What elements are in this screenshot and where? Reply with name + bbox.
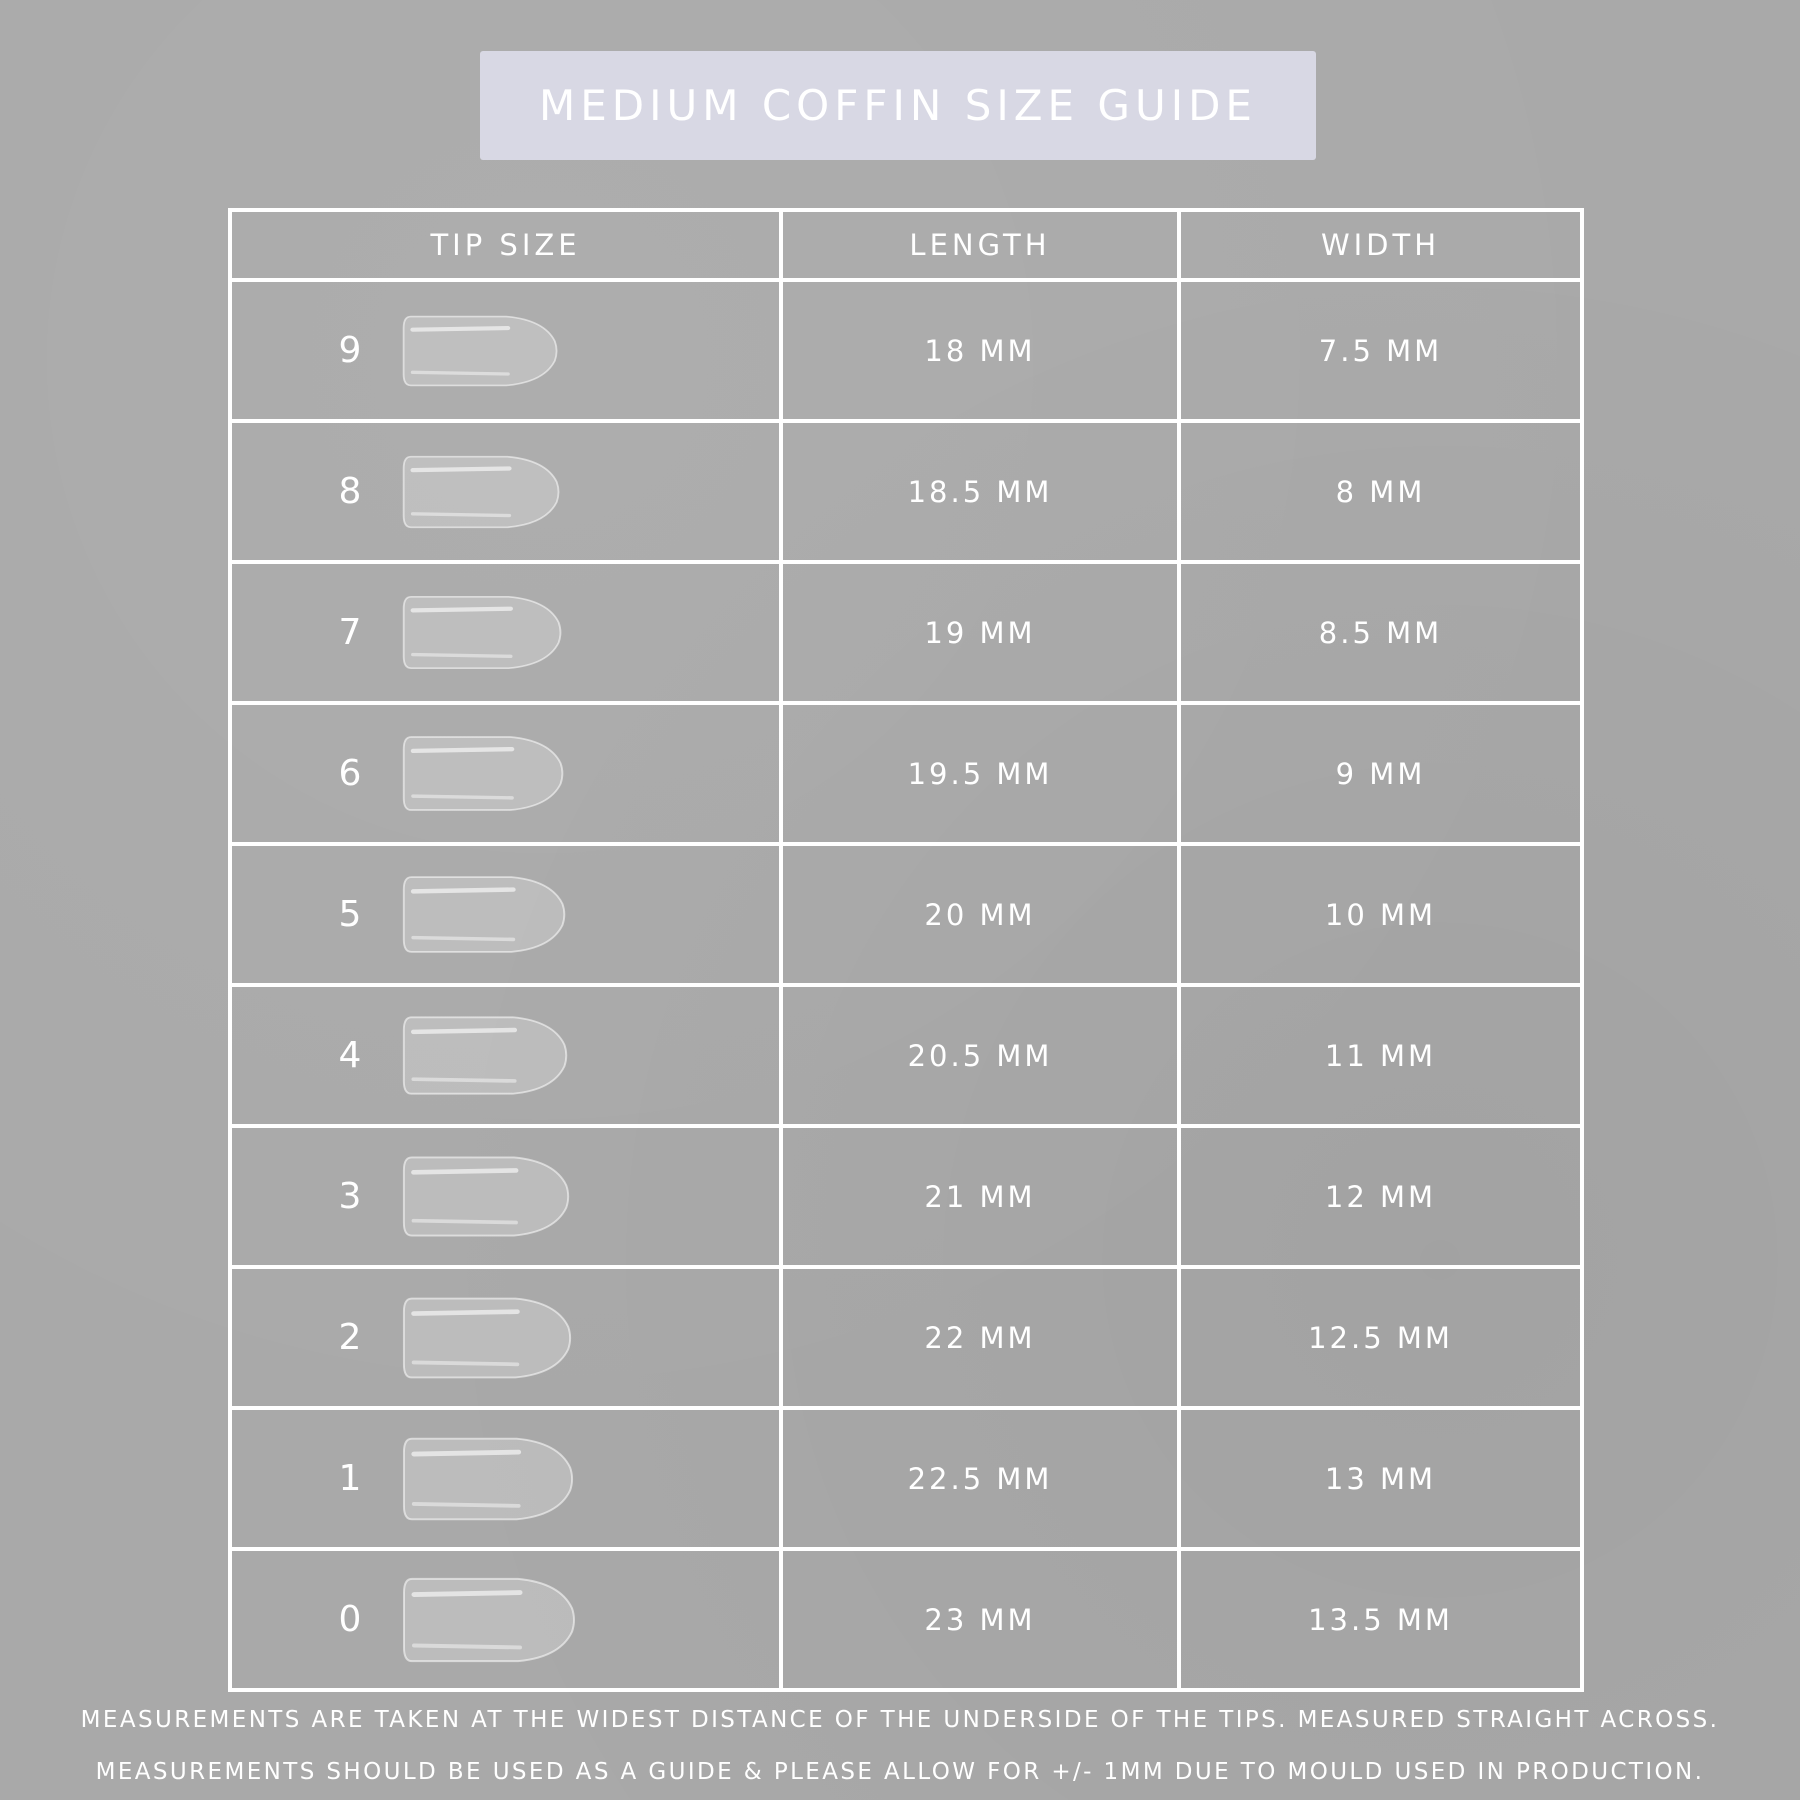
- width-cell: [1179, 280, 1582, 421]
- length-cell: [781, 703, 1179, 844]
- table-row: [230, 280, 1582, 421]
- tip-size-number: 7: [338, 612, 362, 653]
- table-row: [230, 562, 1582, 703]
- width-cell: [1179, 1408, 1582, 1549]
- width-value: 13.5 MM: [1308, 1602, 1453, 1637]
- length-value: 21 MM: [924, 1179, 1036, 1214]
- tip-size-number: 9: [338, 330, 362, 371]
- tip-size-number: 0: [338, 1599, 362, 1640]
- tip-size-cell: [230, 1126, 781, 1267]
- column-header-length: [781, 210, 1179, 280]
- length-cell: [781, 1126, 1179, 1267]
- width-value: 13 MM: [1324, 1461, 1437, 1496]
- width-cell: [1179, 562, 1582, 703]
- width-value: 8.5 MM: [1318, 615, 1443, 650]
- tip-size-cell: [230, 703, 781, 844]
- table-row: [230, 1126, 1582, 1267]
- table-row: [230, 985, 1582, 1126]
- width-cell: [1179, 1267, 1582, 1408]
- measurement-note: MEASUREMENTS ARE TAKEN AT THE WIDEST DISTANCE OF THE UNDERSIDE OF THE TIPS. MEASURED STRAIGHT ACROSS.: [80, 1707, 1720, 1733]
- nail-tip-icon: [400, 1571, 580, 1669]
- width-cell: [1179, 421, 1582, 562]
- nail-tip-icon: [400, 1431, 578, 1527]
- nail-tip-icon: [400, 730, 568, 817]
- width-cell: [1179, 1126, 1582, 1267]
- length-cell: [781, 562, 1179, 703]
- tip-size-cell: [230, 421, 781, 562]
- tip-size-cell: [230, 562, 781, 703]
- nail-tip-icon: [400, 1291, 576, 1385]
- tip-size-cell: [230, 1408, 781, 1549]
- table-body: [230, 280, 1582, 1690]
- length-value: 22.5 MM: [907, 1461, 1053, 1496]
- length-value: 19.5 MM: [907, 756, 1053, 791]
- length-cell: [781, 1549, 1179, 1690]
- width-value: 11 MM: [1324, 1038, 1437, 1073]
- guide-disclaimer-note: MEASUREMENTS SHOULD BE USED AS A GUIDE & PLEASE ALLOW FOR +/- 1MM DUE TO MOULD USED IN PRODUCTION.: [95, 1759, 1705, 1785]
- width-cell: [1179, 844, 1582, 985]
- title-banner: [480, 51, 1316, 160]
- width-cell: [1179, 703, 1582, 844]
- page-title: MEDIUM COFFIN SIZE GUIDE: [539, 81, 1257, 130]
- length-value: 23 MM: [924, 1602, 1036, 1637]
- tip-size-cell: [230, 280, 781, 421]
- tip-size-number: 6: [338, 753, 362, 794]
- tip-size-cell: [230, 1267, 781, 1408]
- length-value: 18 MM: [924, 333, 1036, 368]
- table-header-row: [230, 210, 1582, 280]
- nail-tip-icon: [400, 1150, 574, 1243]
- tip-size-number: 4: [338, 1035, 362, 1076]
- table-row: [230, 844, 1582, 985]
- length-cell: [781, 844, 1179, 985]
- table-row: [230, 1267, 1582, 1408]
- nail-tip-icon: [400, 450, 564, 534]
- nail-tip-icon: [400, 590, 566, 675]
- length-cell: [781, 280, 1179, 421]
- width-value: 8 MM: [1335, 474, 1426, 509]
- length-value: 18.5 MM: [907, 474, 1053, 509]
- length-cell: [781, 1408, 1179, 1549]
- tip-size-cell: [230, 985, 781, 1126]
- width-cell: [1179, 1549, 1582, 1690]
- length-cell: [781, 985, 1179, 1126]
- width-value: 7.5 MM: [1318, 333, 1443, 368]
- table-row: [230, 421, 1582, 562]
- width-value: 12 MM: [1324, 1179, 1437, 1214]
- tip-size-number: 5: [338, 894, 362, 935]
- column-header-width-label: WIDTH: [1320, 228, 1441, 262]
- nail-tip-icon: [400, 310, 562, 392]
- tip-size-number: 3: [338, 1176, 362, 1217]
- nail-tip-icon: [400, 870, 570, 959]
- length-value: 20.5 MM: [907, 1038, 1053, 1073]
- nail-tip-icon: [400, 1010, 572, 1101]
- table-row: [230, 1549, 1582, 1690]
- length-value: 20 MM: [924, 897, 1036, 932]
- tip-size-cell: [230, 1549, 781, 1690]
- width-value: 9 MM: [1335, 756, 1426, 791]
- tip-size-number: 1: [338, 1458, 362, 1499]
- length-cell: [781, 421, 1179, 562]
- width-value: 12.5 MM: [1308, 1320, 1453, 1355]
- tip-size-number: 8: [338, 471, 362, 512]
- table-row: [230, 703, 1582, 844]
- width-value: 10 MM: [1324, 897, 1437, 932]
- table-row: [230, 1408, 1582, 1549]
- width-cell: [1179, 985, 1582, 1126]
- column-header-tip-size-label: TIP SIZE: [430, 228, 581, 262]
- column-header-length-label: LENGTH: [909, 228, 1051, 262]
- column-header-tip-size: [230, 210, 781, 280]
- tip-size-number: 2: [338, 1317, 362, 1358]
- length-value: 22 MM: [924, 1320, 1036, 1355]
- tip-size-cell: [230, 844, 781, 985]
- size-guide-table: [228, 208, 1584, 1692]
- length-cell: [781, 1267, 1179, 1408]
- column-header-width: [1179, 210, 1582, 280]
- length-value: 19 MM: [924, 615, 1036, 650]
